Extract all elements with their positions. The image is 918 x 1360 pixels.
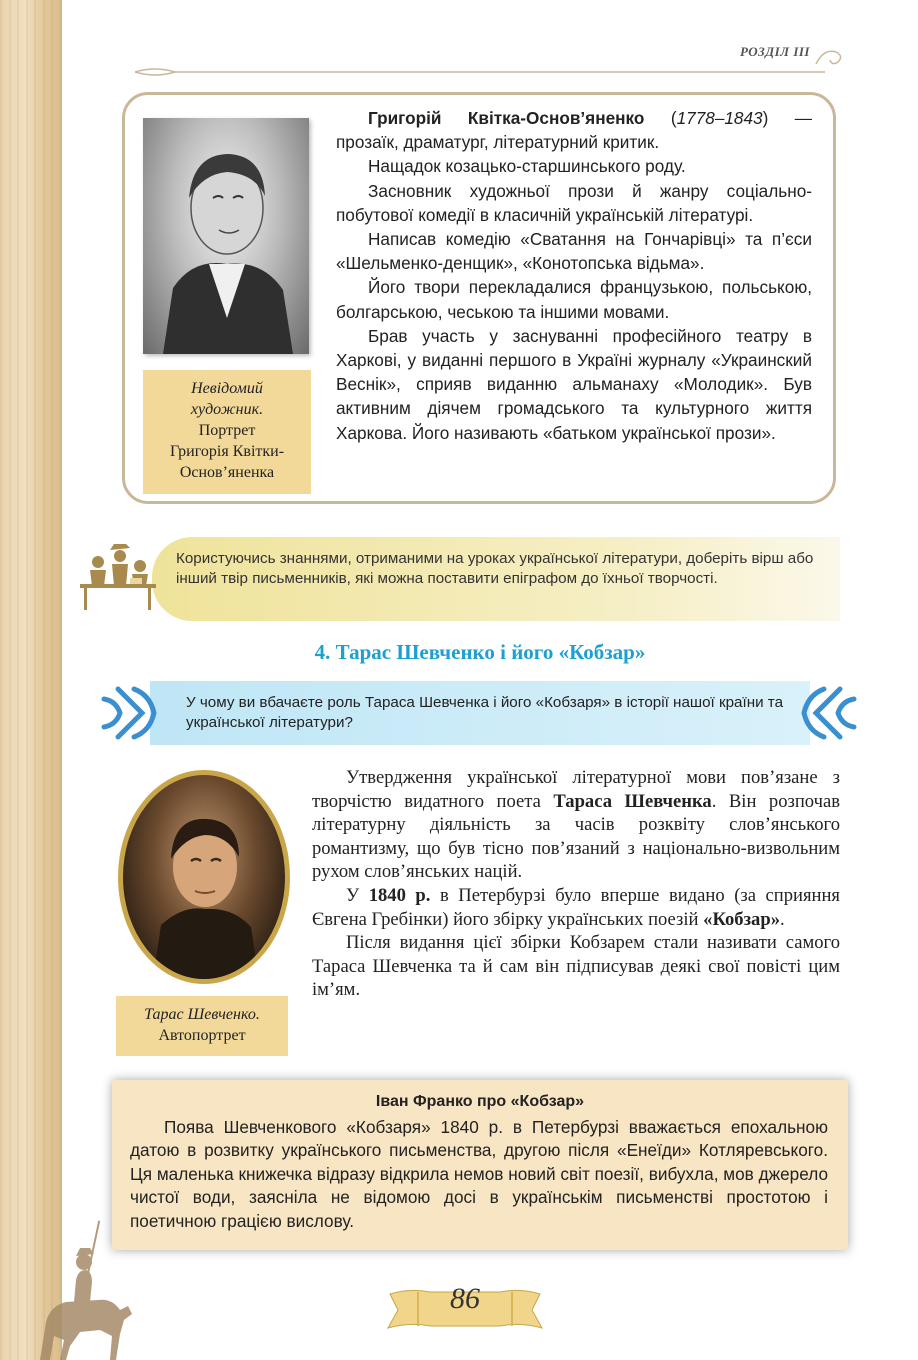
page-number: 86 [450, 1282, 480, 1315]
portrait-painting-icon [123, 775, 285, 979]
wood-border [0, 0, 62, 1360]
main-p1-start: Утвердження української літературної мови пов’язане з творчістю видатного поета [312, 767, 840, 812]
bio-role: — прозаїк, драматург, літературний критик. [336, 108, 812, 153]
folk-ornament-right-icon [790, 681, 860, 745]
main-p2-year: 1840 р. [368, 884, 431, 906]
bio-paragraph-4: Написав комедію «Сватання на Гончарівці» та п’єси «Шельменко-денщик», «Конотопська відьма». [336, 229, 812, 274]
main-p1-bold: Тараса Шевченка [553, 790, 712, 812]
shevchenko-caption [116, 996, 288, 1056]
portrait-sketch-icon [143, 118, 309, 354]
task-text: Користуючись знаннями, отриманими на уроках української літератури, доберіть вірш або інший твір письменників, які можна поставити епіграфом до їхньої творчості. [176, 550, 814, 587]
portrait-caption [143, 370, 311, 494]
caption-type: Портрет [198, 422, 256, 439]
main-paragraph-2 [312, 884, 840, 931]
main-text [312, 766, 840, 1002]
main-paragraph-3: Після видання цієї збірки Кобзарем стали називати самого Тараса Шевченка та й сам він підписував деякі свої повісті цим ім’ям. [312, 932, 840, 1001]
shevchenko-portrait [118, 770, 290, 984]
readers-icon [76, 540, 160, 612]
kvitka-portrait [143, 118, 309, 354]
folk-ornament-left-icon [98, 681, 168, 745]
curl-ornament-icon [814, 44, 846, 70]
quote-paragraph: Поява Шевченкового «Кобзаря» 1840 р. в Петербурзі вважається епохальною датою в розвитку українського письменства, другою після «Енеїди» Котляревського. Ця маленька книжечка відразу відкрила немов новий світ поезії, вибухла, мов джерело чистої води, заясніла не відомою досі в українськім письменстві простотою і поетичною грацією вислову. [130, 1117, 828, 1231]
bio-name: Григорій Квітка-Основ’яненко [368, 108, 645, 128]
quote-title: Іван Франко про «Кобзар» [375, 1093, 585, 1110]
main-paragraph-1 [312, 766, 840, 884]
section-title: 4. Тарас Шевченко і його «Кобзар» [314, 640, 646, 664]
bio-paragraph-1: Григорій Квітка-Основ’яненко (1778–1843) — прозаїк, драматург, літературний критик. [336, 108, 812, 153]
bio-paragraph-2: Нащадок козацько-старшинського роду. [368, 156, 686, 177]
header-rule [135, 66, 825, 78]
caption-subject-2: Основ’яненка [179, 464, 275, 481]
bio-paragraph-6: Брав участь у заснуванні професійного театру в Харкові, у виданні першого в Україні журналу «Украинский Веснік», сприяв виданню альманаху «Молодик». Був активним діячем громадського та культурного життя Харкова. Його називають «батьком української прози». [336, 325, 812, 443]
main-p2-title: «Кобзар» [703, 908, 780, 930]
main-p2-start: У [346, 884, 369, 906]
caption-artist: Невідомий [191, 380, 263, 397]
main-p2-mid: в Петербурзі було вперше видано (за сприяння Євгена Гребінки) його збірку українських поезій [312, 884, 840, 930]
caption-type: Автопортрет [158, 1027, 246, 1044]
main-p2-end: . [780, 908, 785, 930]
question-text: У чому ви вбачаєте роль Тараса Шевченка і його «Кобзаря» в історії нашої країни та української літератури? [186, 694, 784, 731]
bio-paragraph-3: Засновник художньої прози й жанру соціально-побутової комедії в класичній українській літературі. [336, 180, 812, 225]
section-header: РОЗДІЛ ІІІ [739, 44, 810, 59]
quote-text [130, 1116, 828, 1233]
caption-subject: Григорія Квітки- [169, 443, 285, 460]
biography-text [336, 106, 812, 445]
bio-years: 1778–1843 [676, 108, 763, 128]
caption-artist-2: художник. [190, 401, 264, 418]
bio-paragraph-5: Його твори перекладалися французькою, польською, болгарською, чеською та іншими мовами. [336, 277, 812, 322]
caption-name: Тарас Шевченко. [144, 1006, 260, 1023]
main-p1-end: . Він розпочав літературну діяльність за часів розквіту слов’янського романтизму, що був тісно пов’язаний з національно-визвольним рухом слов’янських націй. [312, 790, 840, 883]
